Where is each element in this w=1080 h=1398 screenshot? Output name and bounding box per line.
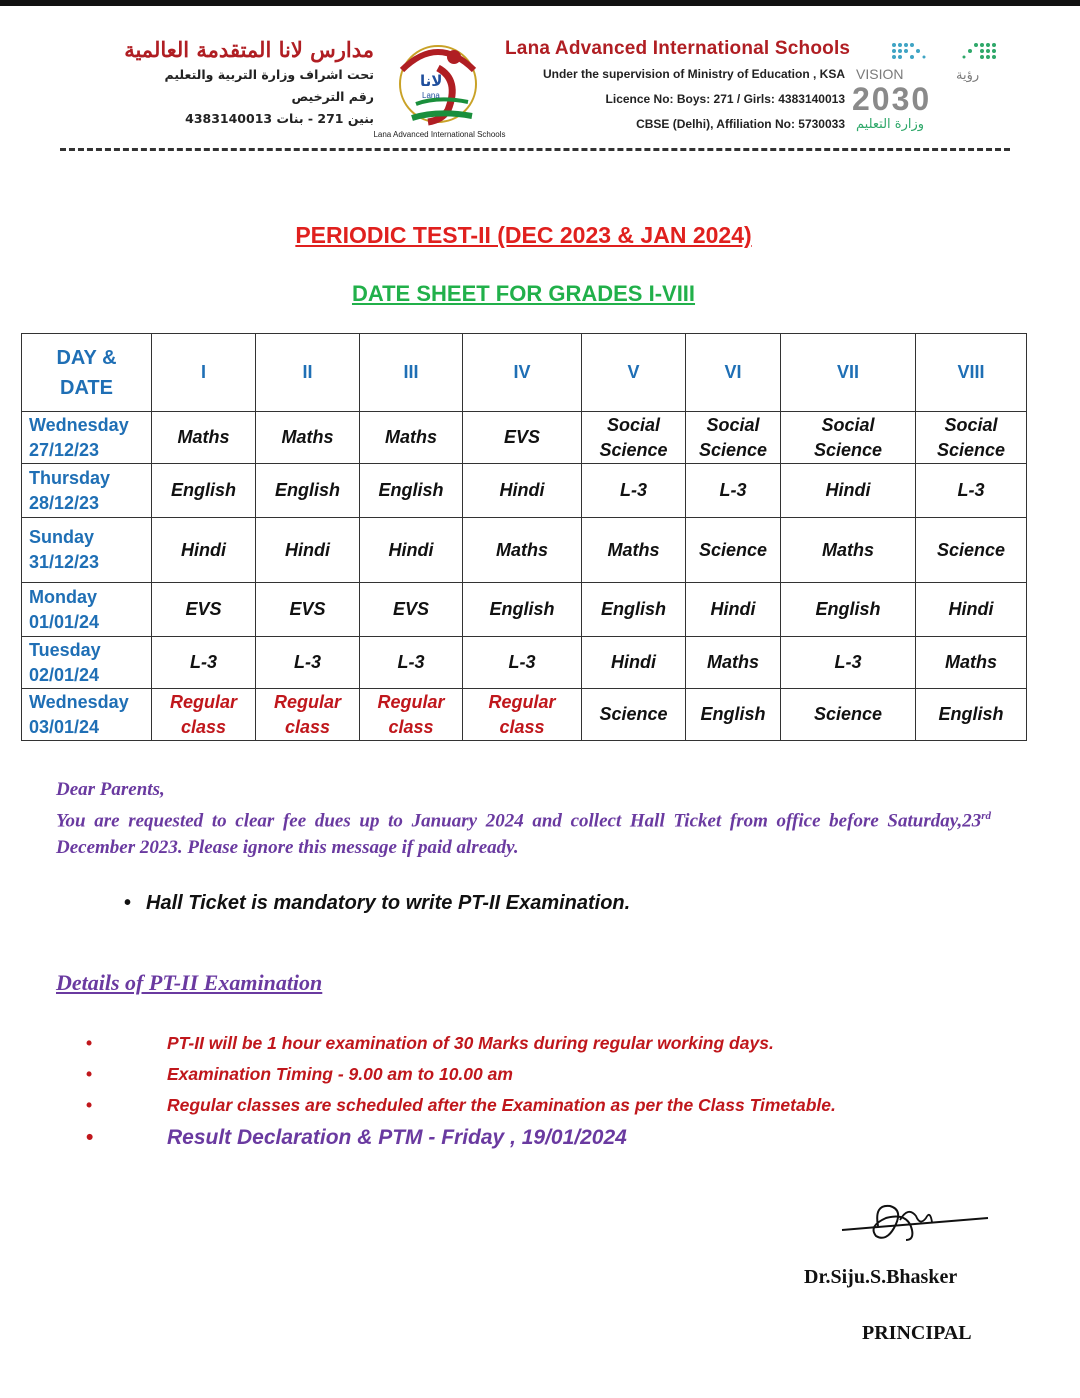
subject-text: L-3 — [957, 480, 985, 500]
subject-text: Science — [813, 439, 883, 460]
subject-text: L-3 — [620, 480, 647, 500]
arabic-licence-label: رقم الترخيص — [291, 89, 374, 104]
subject-cell — [360, 412, 463, 464]
details-list — [86, 1028, 836, 1155]
exam-date: 31/12/23 — [29, 552, 100, 572]
notice-body — [56, 803, 991, 861]
grade-header: VII — [781, 334, 916, 412]
subject-cell — [781, 583, 916, 637]
day-date-cell — [22, 583, 152, 637]
table-row — [22, 464, 1027, 518]
subject-cell — [463, 689, 582, 741]
arabic-licence-numbers: بنين 271 - بنات 4383140013 — [185, 111, 374, 126]
subject-text: English — [815, 599, 881, 619]
subject-text: Science — [813, 704, 883, 724]
subject-text: class — [284, 716, 331, 737]
day-name: Monday — [29, 586, 98, 607]
svg-text:2030: 2030 — [852, 81, 932, 117]
bullet-icon: • — [86, 1095, 93, 1115]
mandatory-note — [124, 892, 630, 915]
subject-cell — [781, 518, 916, 583]
parent-notice — [56, 776, 991, 861]
subject-cell — [463, 464, 582, 518]
day-date-cell — [22, 412, 152, 464]
day-name: Tuesday — [29, 639, 101, 660]
subject-cell — [916, 583, 1027, 637]
subject-text: Maths — [821, 539, 874, 560]
subject-cell — [360, 583, 463, 637]
subject-cell — [463, 637, 582, 689]
grade-header: III — [360, 334, 463, 412]
subject-text: Hindi — [181, 539, 226, 560]
day-date-cell — [22, 637, 152, 689]
subject-text: English — [600, 599, 666, 619]
school-logo — [372, 40, 507, 140]
bullet-icon: • — [86, 1126, 94, 1149]
subject-text: Science — [698, 539, 768, 560]
subject-cell — [360, 637, 463, 689]
day-date-cell — [22, 689, 152, 741]
vision-2030-icon — [852, 40, 1002, 135]
signature — [838, 1196, 998, 1256]
subject-text: Maths — [495, 539, 548, 560]
subject-text: L-3 — [508, 652, 536, 672]
subject-text: Maths — [706, 652, 759, 672]
signature-icon — [838, 1196, 998, 1256]
subject-cell — [256, 583, 360, 637]
arabic-school-name: مدارس لانا المتقدمة العالمية — [124, 37, 374, 62]
table-row — [22, 412, 1027, 464]
details-heading: Details of PT-II Examination — [56, 970, 323, 995]
subject-text: Science — [936, 439, 1006, 460]
grade-header: II — [256, 334, 360, 412]
day-header-line1: DAY & — [56, 346, 117, 369]
subject-text: class — [180, 716, 227, 737]
subject-cell — [582, 412, 686, 464]
subject-text: Maths — [607, 539, 660, 560]
subject-cell — [916, 412, 1027, 464]
header-divider — [60, 148, 1010, 151]
subject-cell — [152, 412, 256, 464]
table-row — [22, 689, 1027, 741]
subject-cell — [916, 464, 1027, 518]
grade-header: VIII — [916, 334, 1027, 412]
mandatory-text: Hall Ticket is mandatory to write PT-II Examination. — [146, 892, 631, 914]
subject-text: Hindi — [499, 480, 545, 500]
subject-text: EVS — [289, 599, 326, 619]
subject-cell — [686, 412, 781, 464]
subject-cell — [256, 689, 360, 741]
subject-text: Hindi — [948, 599, 994, 619]
exam-date: 28/12/23 — [29, 492, 100, 513]
logo-caption: Lana Advanced International Schools — [373, 130, 506, 139]
subject-cell — [152, 637, 256, 689]
exam-date: 01/01/24 — [29, 611, 100, 632]
subject-cell — [781, 637, 916, 689]
subject-cell — [152, 464, 256, 518]
subject-cell — [582, 689, 686, 741]
subject-text: L-3 — [834, 652, 862, 672]
day-header-line2: DATE — [60, 376, 113, 399]
notice-greeting: Dear Parents, — [56, 779, 165, 800]
licence-text: Licence No: Boys: 271 / Girls: 4383140013 — [605, 92, 845, 106]
subject-cell — [360, 464, 463, 518]
subject-text: EVS — [392, 599, 430, 619]
signatory-name: Dr.Siju.S.Bhasker — [804, 1266, 958, 1288]
list-item: • Result Declaration & PTM - Friday , 19/01/2024 — [86, 1121, 836, 1155]
grade-header: VI — [686, 334, 781, 412]
subject-text: Maths — [944, 652, 997, 672]
subject-cell — [256, 518, 360, 583]
grade-header: V — [582, 334, 686, 412]
subject-text: Social — [606, 414, 661, 435]
subject-cell — [463, 583, 582, 637]
signatory-title: PRINCIPAL — [862, 1322, 972, 1344]
subject-text: Regular — [169, 691, 238, 712]
subject-text: Regular — [488, 691, 556, 712]
subject-text: Maths — [384, 427, 437, 447]
subject-text: EVS — [503, 427, 541, 447]
notice-body-part2: December 2023. Please ignore this message if paid already. — [56, 837, 519, 859]
grade-header: I — [152, 334, 256, 412]
subject-cell — [582, 637, 686, 689]
subject-cell — [463, 518, 582, 583]
supervision-text: Under the supervision of Ministry of Education , KSA — [542, 67, 845, 81]
arabic-header — [84, 36, 374, 130]
subject-cell — [781, 464, 916, 518]
subject-text: Hindi — [710, 599, 756, 619]
day-date-cell — [22, 464, 152, 518]
exam-date: 03/01/24 — [29, 716, 100, 737]
svg-text:وزارة التعليم: وزارة التعليم — [856, 117, 925, 132]
list-item: • PT-II will be 1 hour examination of 30 Marks during regular working days. — [86, 1028, 836, 1059]
table-row — [22, 518, 1027, 583]
subject-text: English — [489, 599, 555, 619]
subject-text: Science — [599, 439, 668, 460]
svg-text:رؤية: رؤية — [956, 68, 980, 83]
subject-text: Regular — [377, 691, 445, 712]
svg-text:لانا: لانا — [420, 72, 443, 90]
day-date-header — [22, 334, 152, 412]
subject-text: class — [388, 716, 434, 737]
date-sheet-table — [21, 333, 1027, 741]
subject-text: Hindi — [388, 539, 434, 560]
table-row — [22, 637, 1027, 689]
exam-date: 27/12/23 — [29, 439, 100, 460]
subject-cell — [781, 689, 916, 741]
subject-cell — [463, 412, 582, 464]
subject-text: Social — [944, 414, 998, 435]
subject-text: Science — [599, 704, 668, 724]
page-title: PERIODIC TEST-II (DEC 2023 & JAN 2024) — [295, 222, 752, 248]
subject-cell — [916, 518, 1027, 583]
notice-body-part1: You are requested to clear fee dues up to January 2024 and collect Hall Ticket from office before Saturday,23 — [56, 810, 982, 832]
day-name: Thursday — [29, 467, 111, 488]
day-name: Sunday — [29, 527, 95, 547]
subject-cell — [256, 464, 360, 518]
table-header-row — [22, 334, 1027, 412]
subject-cell — [686, 464, 781, 518]
subject-text: English — [700, 704, 766, 724]
subject-text: Science — [698, 439, 768, 460]
subject-cell — [686, 518, 781, 583]
subject-text: L-3 — [190, 652, 217, 672]
subject-cell — [916, 637, 1027, 689]
subject-cell — [582, 583, 686, 637]
subject-cell — [686, 583, 781, 637]
subject-text: English — [378, 480, 444, 500]
day-date-cell — [22, 518, 152, 583]
subject-cell — [686, 637, 781, 689]
subject-cell — [360, 689, 463, 741]
subject-text: Science — [936, 539, 1006, 560]
subject-cell — [152, 518, 256, 583]
day-name: Wednesday — [29, 414, 129, 435]
subject-text: Hindi — [611, 652, 656, 672]
subject-cell — [360, 518, 463, 583]
day-name: Wednesday — [29, 691, 129, 712]
subject-cell — [686, 689, 781, 741]
subject-text: English — [938, 704, 1004, 724]
page-subtitle: DATE SHEET FOR GRADES I-VIII — [351, 281, 696, 306]
bullet-icon: • — [86, 1064, 93, 1084]
bullet-icon: • — [86, 1033, 93, 1053]
bullet-icon: • — [124, 892, 132, 914]
list-item: • Examination Timing - 9.00 am to 10.00 am — [86, 1059, 836, 1090]
subject-text: L-3 — [719, 480, 747, 500]
affiliation-text: CBSE (Delhi), Affiliation No: 5730033 — [636, 117, 845, 131]
subject-cell — [256, 412, 360, 464]
vision-2030-logo — [852, 40, 1002, 135]
grade-header: IV — [463, 334, 582, 412]
logo-emblem-icon — [372, 40, 507, 132]
subject-cell — [152, 689, 256, 741]
subject-text: EVS — [185, 599, 222, 619]
arabic-supervision: تحت اشراف وزارة التربية والتعليم — [164, 67, 374, 82]
subject-text: Hindi — [285, 539, 330, 560]
subject-text: L-3 — [397, 652, 425, 672]
subject-text: Social — [706, 414, 760, 435]
subject-text: Maths — [177, 427, 230, 447]
english-header — [505, 36, 851, 137]
subject-cell — [916, 689, 1027, 741]
subject-text: Hindi — [825, 480, 871, 500]
notice-body-sup: rd — [981, 810, 991, 822]
subject-text: Social — [821, 414, 875, 435]
english-school-name: Lana Advanced International Schools — [505, 38, 851, 59]
table-row — [22, 583, 1027, 637]
svg-text:Lana: Lana — [422, 91, 440, 100]
subject-cell — [781, 412, 916, 464]
list-item: • Regular classes are scheduled after the Examination as per the Class Timetable. — [86, 1090, 836, 1121]
svg-text:VISION: VISION — [856, 66, 904, 82]
subject-text: L-3 — [294, 652, 321, 672]
subject-text: English — [170, 480, 236, 500]
exam-date: 02/01/24 — [29, 664, 100, 685]
subject-text: Regular — [273, 691, 342, 712]
subject-cell — [582, 464, 686, 518]
subject-cell — [152, 583, 256, 637]
top-border — [0, 0, 1080, 6]
subject-text: Maths — [281, 427, 334, 447]
subject-cell — [256, 637, 360, 689]
subject-cell — [582, 518, 686, 583]
subject-text: English — [274, 480, 340, 500]
subject-text: class — [499, 716, 545, 737]
